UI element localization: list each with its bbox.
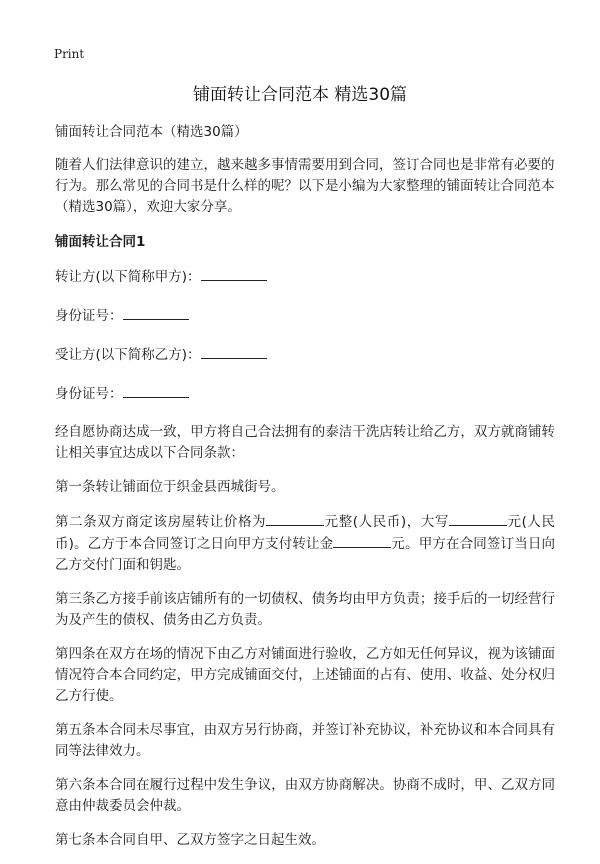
- clause-6: 第六条本合同在履行过程中发生争议，由双方协商解决。协商不成时，甲、乙双方同意由仲裁委员会仲裁。: [55, 777, 555, 814]
- document-title: 铺面转让合同范本 精选30篇: [192, 85, 408, 105]
- clause-5: 第五条本合同未尽事宜，由双方另行协商，并签订补充协议，补充协议和本合同具有同等法律效力。: [55, 722, 555, 759]
- transferee-label: 受让方(以下简称乙方)：: [55, 347, 201, 363]
- section-heading: 铺面转让合同1: [55, 234, 146, 250]
- transferor-blank: [201, 266, 267, 281]
- document-body: [55, 122, 555, 864]
- id-number-field-1: [55, 305, 555, 327]
- id-number-label-2: 身份证号：: [55, 386, 123, 402]
- clause-1: 第一条转让铺面位于织金县西城街号。: [55, 479, 285, 495]
- price-uppercase-blank: [449, 511, 507, 526]
- clause-2-part-c: 元(人民币)。乙方于本合同签订之日向甲方支付转让金: [55, 514, 555, 552]
- clause-7: 第七条本合同自甲、乙双方签字之日起生效。: [55, 832, 325, 848]
- clause-2-part-b: 元整(人民币)，大写: [324, 514, 449, 530]
- transferor-field: [55, 266, 555, 288]
- preamble-clause: 经自愿协商达成一致，甲方将自己合法拥有的泰洁干洗店转让给乙方，双方就商铺转让相关事宜达成以下合同条款：: [55, 424, 555, 461]
- transferor-label: 转让方(以下简称甲方)：: [55, 269, 201, 285]
- price-blank: [266, 511, 324, 526]
- id-number-label-1: 身份证号：: [55, 308, 123, 324]
- clause-2-part-a: 第二条双方商定该房屋转让价格为: [55, 514, 267, 530]
- print-link[interactable]: Print: [54, 47, 85, 61]
- id-number-blank-2: [123, 383, 189, 398]
- clause-2-part-d: 元。甲方在合同签订当日向乙方交付门面和钥匙。: [55, 536, 555, 573]
- id-number-field-2: [55, 383, 555, 405]
- transferee-blank: [201, 344, 267, 359]
- transfer-fee-blank: [333, 533, 391, 548]
- clause-3: 第三条乙方接手前该店铺所有的一切债权、债务均由甲方负责；接手后的一切经营行为及产生的债权、债务由乙方负责。: [55, 591, 555, 628]
- document-subtitle: 铺面转让合同范本（精选30篇）: [55, 124, 248, 140]
- clause-2: [55, 511, 555, 576]
- id-number-blank-1: [123, 305, 189, 320]
- intro-paragraph: 随着人们法律意识的建立，越来越多事情需要用到合同，签订合同也是非常有必要的行为。那么常见的合同书是什么样的呢？以下是小编为大家整理的铺面转让合同范本（精选30篇），欢迎大家分享。: [55, 157, 555, 215]
- transferee-field: [55, 344, 555, 366]
- clause-4: 第四条在双方在场的情况下由乙方对铺面进行验收，乙方如无任何异议，视为该铺面情况符合本合同约定，甲方完成铺面交付，上述铺面的占有、使用、收益、处分权归乙方行使。: [55, 646, 555, 704]
